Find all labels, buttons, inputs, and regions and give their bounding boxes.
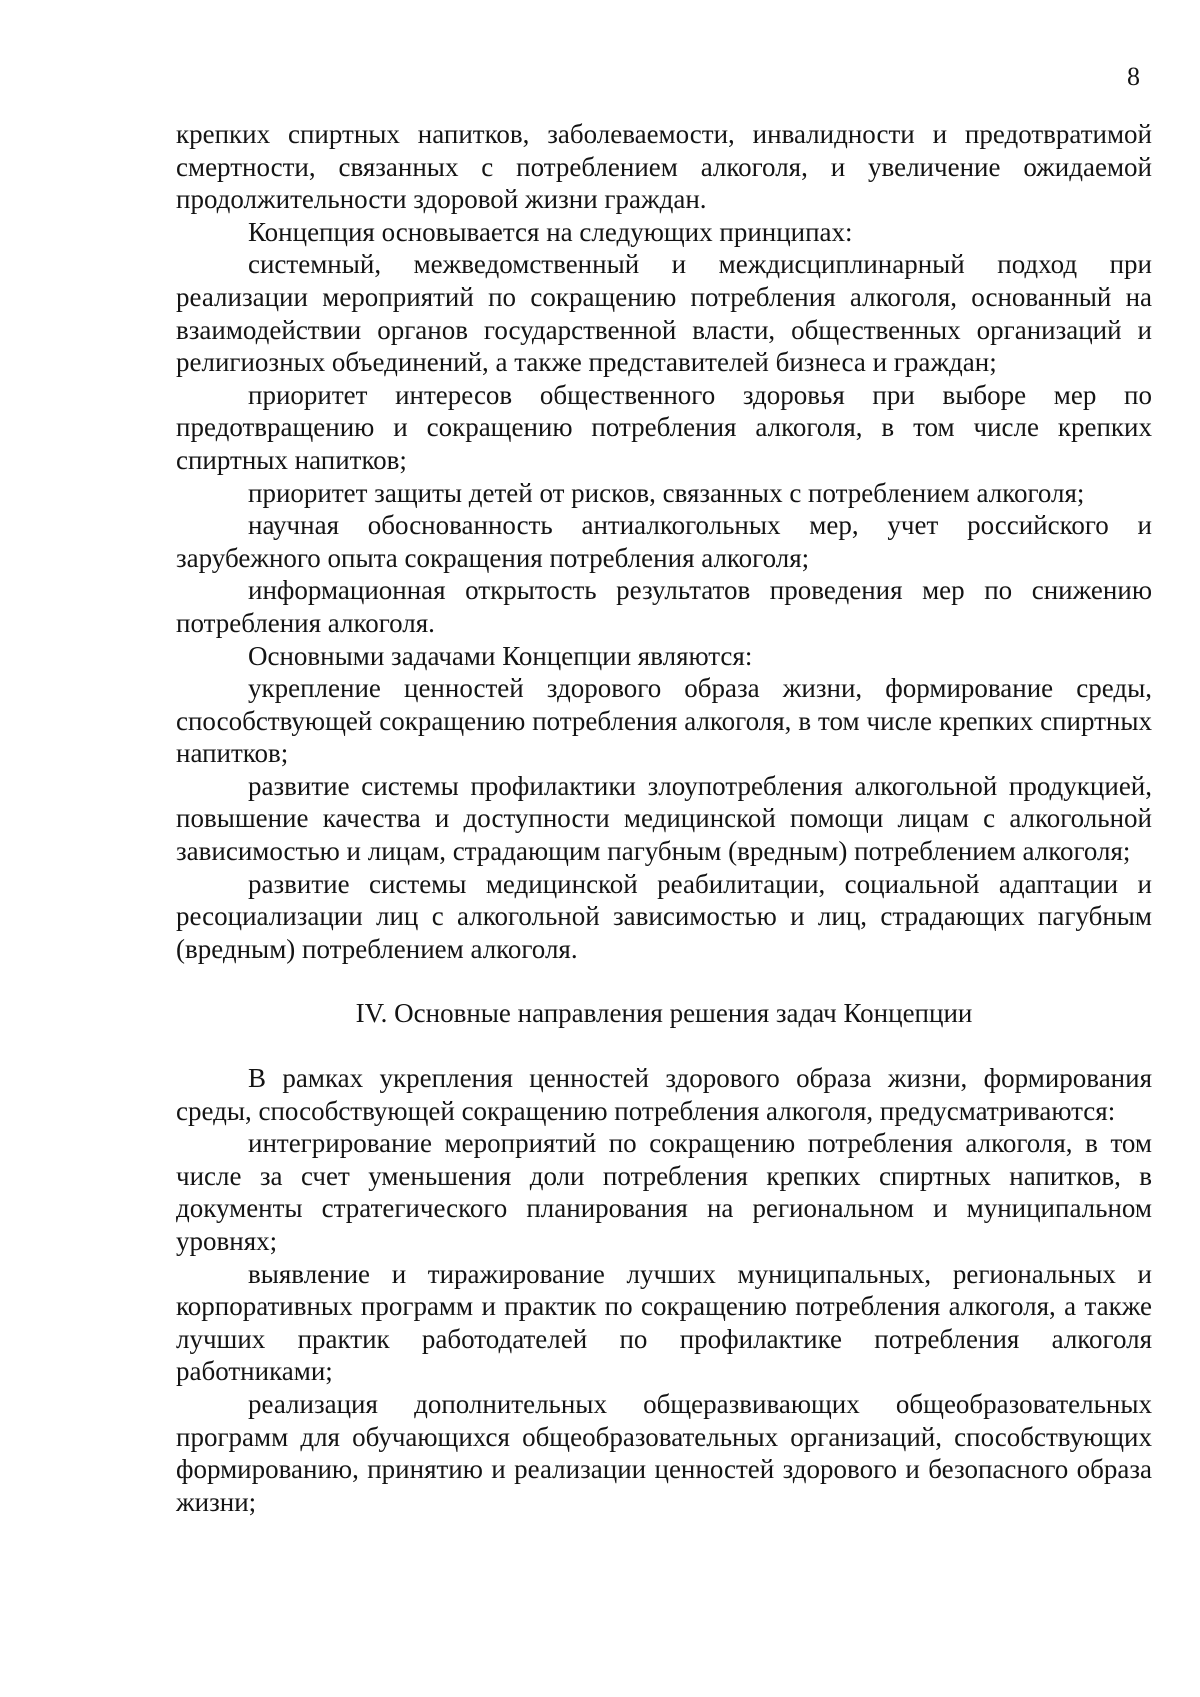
paragraph-principle-scientific: научная обоснованность антиалкогольных мер, учет российского и зарубежного опыта сокращения потребления алкоголя; (176, 510, 1152, 573)
paragraph-continuation: крепких спиртных напитков, заболеваемости, инвалидности и предотвратимой смертности, связанных с потреблением алкоголя, и увеличение ожидаемой продолжительности здоровой жизни граждан. (176, 119, 1152, 215)
paragraph-directions-intro: В рамках укрепления ценностей здорового образа жизни, формирования среды, способствующей сокращению потребления алкоголя, предусматриваются: (176, 1063, 1152, 1126)
paragraph-task-prevention: развитие системы профилактики злоупотребления алкогольной продукцией, повышение качества и доступности медицинской помощи лицам с алкогольной зависимостью и лицам, страдающим пагубным (вредным) потреблением алкоголя; (176, 770, 1152, 867)
paragraph-tasks-intro: Основными задачами Концепции являются: (248, 640, 753, 671)
paragraph-principle-systemic: системный, межведомственный и междисциплинарный подход при реализации мероприятий по сокращению потребления алкоголя, основанный на взаимодействии органов государственной власти, общественных организаций и религиозных объединений, а также представителей бизнеса и граждан; (176, 249, 1152, 378)
document-body (176, 118, 1152, 1518)
paragraph-principle-public-health: приоритет интересов общественного здоровья при выборе мер по предотвращению и сокращению потребления алкоголя, в том числе крепких спиртных напитков; (176, 379, 1152, 475)
paragraph-principle-child-protection: приоритет защиты детей от рисков, связанных с потреблением алкоголя; (248, 477, 1085, 508)
section-heading: IV. Основные направления решения задач Концепции (355, 998, 973, 1029)
page-number: 8 (1127, 62, 1140, 91)
paragraph-direction-integration: интегрирование мероприятий по сокращению потребления алкоголя, в том числе за счет уменьшения доли потребления крепких спиртных напитков, в документы стратегического планирования на региональном и муниципальном уровнях; (176, 1128, 1152, 1256)
paragraph-principle-openness: информационная открытость результатов проведения мер по снижению потребления алкоголя. (176, 575, 1152, 638)
paragraph-direction-education: реализация дополнительных общеразвивающих общеобразовательных программ для обучающихся общеобразовательных организаций, способствующих формированию, принятию и реализации ценностей здорового и безопасного образа жизни; (176, 1388, 1152, 1517)
paragraph-task-rehabilitation: развитие системы медицинской реабилитации, социальной адаптации и ресоциализации лиц с алкогольной зависимостью и лиц, страдающих пагубным (вредным) потреблением алкоголя. (176, 868, 1152, 964)
paragraph-direction-best-practices: выявление и тиражирование лучших муниципальных, региональных и корпоративных программ и практик по сокращению потребления алкоголя, а также лучших практик работодателей по профилактике потребления алкоголя работниками; (176, 1258, 1152, 1387)
paragraph-task-healthy-lifestyle: укрепление ценностей здорового образа жизни, формирование среды, способствующей сокращению потребления алкоголя, в том числе крепких спиртных напитков; (176, 673, 1152, 769)
paragraph-principles-intro: Концепция основывается на следующих принципах: (248, 216, 853, 247)
